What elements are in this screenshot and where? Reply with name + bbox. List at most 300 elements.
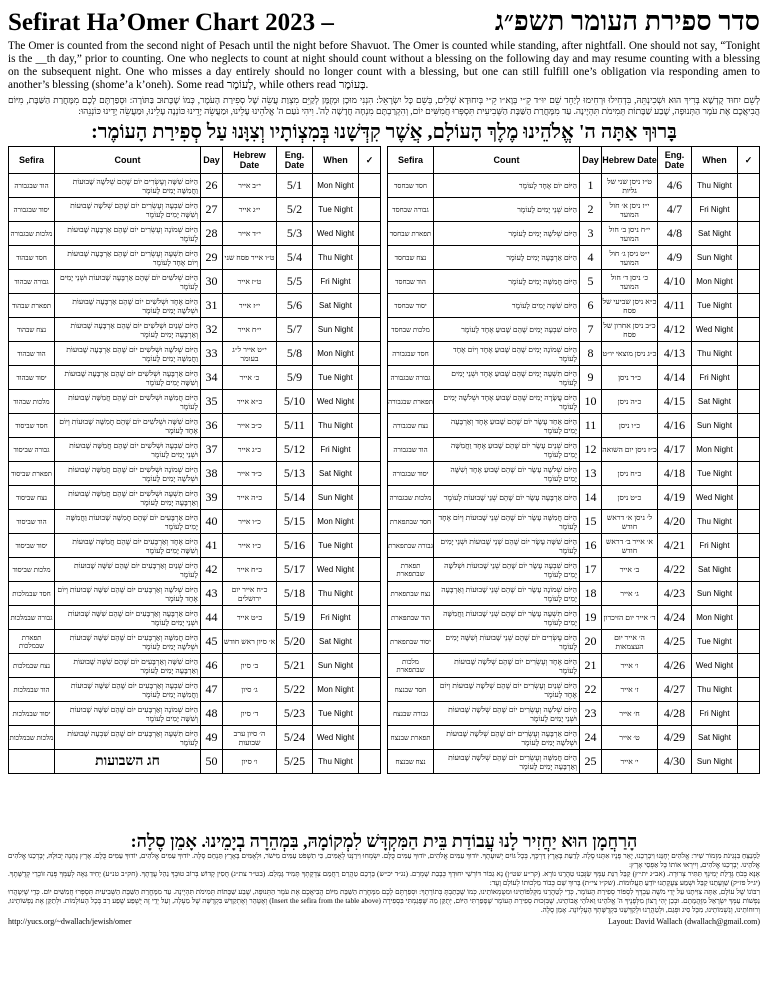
check-box[interactable] [738, 390, 760, 414]
check-box[interactable] [738, 510, 760, 534]
count-cell: הַיּוֹם תִּשְׁעָה וּשְׁלֹשִׁים יוֹם שֶׁהֵם חֲמִשָּׁה שָׁבוּעוֹת וְאַרְבָּעָה יָמִים לָעוֹמֶר [55, 486, 201, 510]
table-row [9, 390, 381, 414]
count-cell: הַיּוֹם חֲמִשָּׁה עָשָׂר יוֹם שֶׁהֵם שְׁנֵי שָׁבוּעוֹת וְיוֹם אֶחָד לָעוֹמֶר [434, 510, 580, 534]
sefira-cell: נצח שבגבורה [388, 414, 434, 438]
when-cell: Fri Night [692, 702, 738, 726]
day-cell: 12 [580, 438, 602, 462]
when-cell: Wed Night [692, 318, 738, 342]
sefira-cell: תפארת שבחסד [388, 222, 434, 246]
table-row [9, 198, 381, 222]
check-box[interactable] [359, 318, 381, 342]
eng-date-cell: 5/17 [277, 558, 313, 582]
table-row [9, 534, 381, 558]
check-box[interactable] [738, 318, 760, 342]
table-row [9, 342, 381, 366]
count-cell: הַיּוֹם תִּשְׁעָה וְעֶשְׂרִים יוֹם שֶׁהֵם אַרְבָּעָה שָׁבוּעוֹת וְיוֹם אֶחָד לָעוֹמֶר [55, 246, 201, 270]
eng-date-cell: 4/15 [658, 390, 692, 414]
sefira-cell: הוד שבמלכות [9, 678, 55, 702]
hebrew-date-cell: כ״א אייר [223, 390, 277, 414]
eng-date-cell: 4/20 [658, 510, 692, 534]
check-box[interactable] [738, 582, 760, 606]
check-box[interactable] [359, 510, 381, 534]
count-cell: הַיּוֹם אֶחָד וְאַרְבָּעִים יוֹם שֶׁהֵם חֲמִשָּׁה שָׁבוּעוֹת וְשִׁשָּׁה יָמִים לָעוֹמֶר [55, 534, 201, 558]
hebrew-date-cell: ט״ו אייר פסח שני [223, 246, 277, 270]
table-row [388, 654, 760, 678]
day-cell: 47 [201, 678, 223, 702]
hebrew-date-cell: כ״ה ניסן [602, 390, 658, 414]
day-cell: 19 [580, 606, 602, 630]
sefira-cell: תפארת שבגבורה [388, 390, 434, 414]
table-row [388, 318, 760, 342]
header-day: Day [580, 147, 602, 174]
sefira-cell: חסד שבחסד [388, 174, 434, 198]
hebrew-date-cell: ה׳ סיון ערב שבועות [223, 726, 277, 750]
check-box[interactable] [738, 750, 760, 774]
table-row [9, 174, 381, 198]
check-box[interactable] [359, 342, 381, 366]
sefira-cell: חסד שבגבורה [388, 342, 434, 366]
table-row [388, 246, 760, 270]
sefira-cell: הוד שבהוד [9, 342, 55, 366]
day-cell: 32 [201, 318, 223, 342]
table-row [388, 606, 760, 630]
sefira-cell: נצח שביסוד [9, 486, 55, 510]
count-cell: הַיּוֹם שִׁבְעָה וְעֶשְׂרִים יוֹם שֶׁהֵם שְׁלֹשָׁה שָׁבוּעוֹת וְשִׁשָּׁה יָמִים לָעוֹמֶר [55, 198, 201, 222]
when-cell: Thu Night [313, 246, 359, 270]
hebrew-date-cell: ל׳ ניסן א׳ דראש חודש [602, 510, 658, 534]
eng-date-cell: 5/20 [277, 630, 313, 654]
check-box[interactable] [359, 198, 381, 222]
when-cell: Fri Night [692, 366, 738, 390]
sefira-cell: מלכות שבמלכות [9, 726, 55, 750]
when-cell: Tue Night [313, 366, 359, 390]
when-cell: Wed Night [313, 390, 359, 414]
table-row [388, 414, 760, 438]
footer-url[interactable]: http://yucs.org/~dwallach/jewish/omer [8, 917, 132, 926]
header-check: ✓ [738, 147, 760, 174]
sefira-cell: מלכות שבהוד [9, 390, 55, 414]
count-cell: הַיּוֹם אַרְבָּעִים יוֹם שֶׁהֵם חֲמִשָּׁה שָׁבוּעוֹת וַחֲמִשָּׁה יָמִים לָעוֹמֶר [55, 510, 201, 534]
hebrew-date-cell: כ״ט ניסן [602, 486, 658, 510]
check-box[interactable] [738, 606, 760, 630]
when-cell: Sat Night [692, 558, 738, 582]
sefira-cell: הוד שבחסד [388, 270, 434, 294]
when-cell: Sun Night [692, 750, 738, 774]
count-cell: הַיּוֹם שְׁמוֹנָה וּשְׁלֹשִׁים יוֹם שֶׁהֵם חֲמִשָּׁה שָׁבוּעוֹת וּשְׁלֹשָׁה יָמִים לָעוֹמֶר [55, 462, 201, 486]
table-row [388, 390, 760, 414]
check-box[interactable] [738, 270, 760, 294]
check-box[interactable] [738, 462, 760, 486]
day-cell: 49 [201, 726, 223, 750]
table-row [388, 702, 760, 726]
hebrew-date-cell: כ״ג ניסן מוצאי יו״ט [602, 342, 658, 366]
day-cell: 41 [201, 534, 223, 558]
sefira-cell: הוד שביסוד [9, 510, 55, 534]
check-box[interactable] [738, 366, 760, 390]
sefira-cell: חסד שבנצח [388, 678, 434, 702]
when-cell: Wed Night [692, 654, 738, 678]
ribono-shel-olam-text: רִבּוֹנוֹ שֶׁל עוֹלָם, אַתָּה צִוִּיתָנוּ עַל יְדֵי מֹשֶׁה עַבְדֶּךָ לִסְפּוֹר סְפִירַת הָעוֹמֶר, כְּדֵי לְטַהֲרֵנוּ מִקְּלִפּוֹתֵינוּ וּמִטֻּמְאוֹתֵינוּ, כְּמוֹ שֶׁכָּתַבְתָּ בְּתוֹרָתֶךָ: וּסְפַרְתֶּם לָכֶם מִמָּחֳרַת הַשַּׁבָּת מִיּוֹם הֲבִיאֲכֶם אֶת עֹמֶר הַתְּנוּפָה, שֶׁבַע שַׁבָּתוֹת תְּמִימֹת תִּהְיֶינָה. עַד מִמָּחֳרַת הַשַּׁבָּת הַשְּׁבִיעִית תִּסְפְּרוּ חֲמִשִּׁים יוֹם. כְּדֵי שֶׁיִּטָּהֲרוּ נַפְשׁוֹת עַמְּךָ יִשְׂרָאֵל מִזֻּהֲמָתָם. וּבְכֵן יְהִי רָצוֹן מִלְּפָנֶיךָ ה' אֱלֹהֵינוּ וֵאלֹהֵי אֲבוֹתֵינוּ, שֶׁבִּזְכוּת סְפִירַת הָעוֹמֶר שֶׁסָּפַרְתִּי הַיּוֹם, יְתֻקַּן מַה שֶּׁפָּגַמְתִּי בִּסְפִירָה (Insert the sefira from the table above) וְאֶטָּהֵר וְאֶתְקַדֵּשׁ בִּקְדֻשָּׁה שֶׁל מַעְלָה, וְעַל יְדֵי זֶה יֻשְׁפַּע שֶׁפַע רַב בְּכָל הָעוֹלָמוֹת. וּלְתַקֵּן אֶת נַפְשׁוֹתֵינוּ, וְרוּחוֹתֵינוּ, וְנִשְׁמוֹתֵינוּ, מִכָּל סִיג וּפְגַם, וּלְטַהֲרֵנוּ וּלְקַדְּשֵׁנוּ בִּקְדֻשָּׁתְךָ הָעֶלְיוֹנָה. אָמֵן סֶלָה. [8, 888, 760, 914]
table-row [388, 678, 760, 702]
eng-date-cell: 4/29 [658, 726, 692, 750]
eng-date-cell: 4/10 [658, 270, 692, 294]
eng-date-cell: 5/3 [277, 222, 313, 246]
sefira-cell: גבורה שבהוד [9, 270, 55, 294]
when-cell: Wed Night [313, 558, 359, 582]
eng-date-cell: 4/26 [658, 654, 692, 678]
check-box[interactable] [738, 702, 760, 726]
day-cell: 16 [580, 534, 602, 558]
sefira-cell [9, 750, 55, 774]
day-cell: 28 [201, 222, 223, 246]
when-cell: Thu Night [692, 174, 738, 198]
check-box[interactable] [359, 630, 381, 654]
check-box[interactable] [738, 654, 760, 678]
day-cell: 29 [201, 246, 223, 270]
check-box[interactable] [738, 630, 760, 654]
when-cell: Sun Night [692, 414, 738, 438]
eng-date-cell: 5/23 [277, 702, 313, 726]
table-row [9, 438, 381, 462]
sefira-cell: הוד שבגבורה [388, 438, 434, 462]
when-cell: Thu Night [313, 750, 359, 774]
count-cell: הַיּוֹם עֲשָׂרָה יָמִים שֶׁהֵם שָׁבוּעַ אֶחָד וּשְׁלֹשָׁה יָמִים לָעוֹמֶר [434, 390, 580, 414]
table-row [388, 534, 760, 558]
eng-date-cell: 5/19 [277, 606, 313, 630]
eng-date-cell: 4/8 [658, 222, 692, 246]
count-cell: הַיּוֹם שִׁשָּׁה עָשָׂר יוֹם שֶׁהֵם שְׁנֵי שָׁבוּעוֹת וּשְׁנֵי יָמִים לָעוֹמֶר [434, 534, 580, 558]
hebrew-date-cell: כ״ז אייר [223, 534, 277, 558]
day-cell: 34 [201, 366, 223, 390]
closing-section [8, 826, 760, 926]
when-cell: Thu Night [313, 414, 359, 438]
day-cell: 27 [201, 198, 223, 222]
eng-date-cell: 5/21 [277, 654, 313, 678]
when-cell: Fri Night [313, 270, 359, 294]
when-cell: Sat Night [692, 390, 738, 414]
sefira-cell: יסוד שבגבורה [9, 198, 55, 222]
sefira-cell: תפארת שבנצח [388, 726, 434, 750]
when-cell: Thu Night [692, 510, 738, 534]
sefira-cell: נצח שבמלכות [9, 654, 55, 678]
check-box[interactable] [359, 174, 381, 198]
when-cell: Tue Night [692, 294, 738, 318]
title-hebrew: סדר ספירת העומר תשפ״ג [494, 6, 760, 36]
hebrew-date-cell: כ״ח אייר [223, 558, 277, 582]
check-box[interactable] [359, 558, 381, 582]
count-cell: הַיּוֹם אַרְבָּעָה וְאַרְבָּעִים יוֹם שֶׁהֵם שִׁשָּׁה שָׁבוּעוֹת וּשְׁנֵי יָמִים לָעוֹמֶר [55, 606, 201, 630]
count-cell: הַיּוֹם שְׁלֹשָׁה יָמִים לָעוֹמֶר [434, 222, 580, 246]
check-box[interactable] [359, 414, 381, 438]
when-cell: Wed Night [313, 726, 359, 750]
eng-date-cell: 5/12 [277, 438, 313, 462]
hebrew-date-cell: כ״ב ניסן אחרון של פסח [602, 318, 658, 342]
count-cell: חג השבועות [55, 750, 201, 774]
sefira-cell: יסוד שביסוד [9, 534, 55, 558]
eng-date-cell: 4/19 [658, 486, 692, 510]
day-cell: 30 [201, 270, 223, 294]
check-box[interactable] [738, 678, 760, 702]
when-cell: Thu Night [313, 582, 359, 606]
day-cell: 26 [201, 174, 223, 198]
count-cell: הַיּוֹם שִׁבְעָה יָמִים שֶׁהֵם שָׁבוּעַ אֶחָד לָעוֹמֶר [434, 318, 580, 342]
day-cell: 11 [580, 414, 602, 438]
check-box[interactable] [359, 390, 381, 414]
check-box[interactable] [359, 582, 381, 606]
day-cell: 20 [580, 630, 602, 654]
hebrew-date-cell: י״ג אייר [223, 198, 277, 222]
count-cell: הַיּוֹם שִׁבְעָה וְאַרְבָּעִים יוֹם שֶׁהֵם שִׁשָּׁה שָׁבוּעוֹת וַחֲמִשָּׁה יָמִים לָעוֹמֶר [55, 678, 201, 702]
eng-date-cell: 5/13 [277, 462, 313, 486]
ana-bekoach-text: אָנָּא בְּכֹחַ גְּדֻלַּת יְמִינְךָ תַּתִּיר צְרוּרָה. (אב״ג ית״ץ) קַבֵּל רִנַּת עַמְּךָ שַׂגְּבֵנוּ טַהֲרֵנוּ נוֹרָא. (קר״ע שט״ן) נָא גִבּוֹר דּוֹרְשֵׁי יִחוּדְךָ כְּבָבַת שָׁמְרֵם. (נג״ד יכ״ש) בָּרְכֵם טַהֲרֵם רַחֲמֵם צִדְקָתְךָ תָּמִיד גָּמְלֵם. (בט״ר צת״ג) חֲסִין קָדוֹשׁ בְּרוֹב טוּבְךָ נַהֵל עֲדָתֶךָ. (חק״ב טנ״ע) יָחִיד גֵּאֶה לְעַמְּךָ פְּנֵה זוֹכְרֵי קְדֻשָּׁתֶךָ. (יג״ל פז״ק) שַׁוְעָתֵנוּ קַבֵּל וּשְׁמַע צַעֲקָתֵנוּ יוֹדֵעַ תַּעֲלוּמוֹת. (שק״ו צי״ת) בָּרוּךְ שֵׁם כְּבוֹד מַלְכוּתוֹ לְעוֹלָם וָעֶד: [8, 870, 760, 887]
eng-date-cell: 5/24 [277, 726, 313, 750]
check-box[interactable] [359, 654, 381, 678]
check-box[interactable] [359, 678, 381, 702]
hebrew-date-cell: כ״ד ניסן [602, 366, 658, 390]
eng-date-cell: 4/17 [658, 438, 692, 462]
hebrew-date-cell: ב׳ סיון [223, 654, 277, 678]
when-cell: Sun Night [313, 486, 359, 510]
sefira-cell: תפארת שבתפארת [388, 558, 434, 582]
hebrew-date-cell: כ״ו אייר [223, 510, 277, 534]
when-cell: Mon Night [313, 174, 359, 198]
eng-date-cell: 4/9 [658, 246, 692, 270]
day-cell: 14 [580, 486, 602, 510]
hebrew-date-cell: א׳ סיון ראש חודש [223, 630, 277, 654]
check-box[interactable] [359, 270, 381, 294]
when-cell: Fri Night [692, 198, 738, 222]
table-row [388, 342, 760, 366]
check-box[interactable] [359, 750, 381, 774]
table-row [9, 222, 381, 246]
day-cell: 48 [201, 702, 223, 726]
eng-date-cell: 4/24 [658, 606, 692, 630]
table-row [9, 678, 381, 702]
check-box[interactable] [738, 486, 760, 510]
when-cell: Sun Night [692, 246, 738, 270]
sefira-cell: גבורה שבמלכות [9, 606, 55, 630]
when-cell: Sat Night [692, 726, 738, 750]
table-row [388, 294, 760, 318]
hebrew-date-cell: כ״א ניסן שביעי של פסח [602, 294, 658, 318]
count-cell: הַיּוֹם שְׁמוֹנָה וְעֶשְׂרִים יוֹם שֶׁהֵם אַרְבָּעָה שָׁבוּעוֹת לָעוֹמֶר [55, 222, 201, 246]
sefira-cell: יסוד שבחסד [388, 294, 434, 318]
title-english: Sefirat Ha’Omer Chart 2023 – [8, 9, 334, 36]
hebrew-date-cell: כ״ח ניסן [602, 462, 658, 486]
eng-date-cell: 4/11 [658, 294, 692, 318]
sefira-cell: מלכות שביסוד [9, 558, 55, 582]
count-cell: הַיּוֹם אֶחָד וּשְׁלֹשִׁים יוֹם שֶׁהֵם אַרְבָּעָה שָׁבוּעוֹת וּשְׁלֹשָׁה יָמִים לָעוֹמֶר [55, 294, 201, 318]
hebrew-date-cell: ד׳ אייר יום הזיכרון [602, 606, 658, 630]
hebrew-date-cell: כ׳ ניסן ד׳ חול המועד [602, 270, 658, 294]
sefira-cell: יסוד שבמלכות [9, 702, 55, 726]
check-box[interactable] [738, 222, 760, 246]
count-cell: הַיּוֹם שִׁבְעָה וּשְׁלֹשִׁים יוֹם שֶׁהֵם חֲמִשָּׁה שָׁבוּעוֹת וּשְׁנֵי יָמִים לָעוֹמֶר [55, 438, 201, 462]
eng-date-cell: 4/30 [658, 750, 692, 774]
hebrew-date-cell: ו׳ סיון [223, 750, 277, 774]
sefira-cell: גבורה שבחסד [388, 198, 434, 222]
sefira-cell: חסד שבמלכות [9, 582, 55, 606]
when-cell: Sun Night [692, 582, 738, 606]
day-cell: 50 [201, 750, 223, 774]
day-cell: 46 [201, 654, 223, 678]
check-box[interactable] [738, 174, 760, 198]
hebrew-date-cell: ב׳ אייר [602, 558, 658, 582]
day-cell: 43 [201, 582, 223, 606]
blessing-line: בָּרוּךְ אַתָּה ה' אֱלֹהֵינוּ מֶלֶךְ הָעוֹלָם, אֲשֶׁר קִדְּשָׁנוּ בְּמִצְוֹתָיו וְצִוָּנוּ עַל סְפִירַת הָעוֹמֶר: [91, 121, 677, 143]
when-cell: Mon Night [692, 606, 738, 630]
eng-date-cell: 5/18 [277, 582, 313, 606]
check-box[interactable] [359, 462, 381, 486]
day-cell: 22 [580, 678, 602, 702]
hebrew-date-cell: ה׳ אייר יום העצמאות [602, 630, 658, 654]
count-cell: הַיּוֹם שְׁנֵים עָשָׂר יוֹם שֶׁהֵם שָׁבוּעַ אֶחָד וַחֲמִשָּׁה יָמִים לָעוֹמֶר [434, 438, 580, 462]
count-cell: הַיּוֹם שְׁנַיִם וְאַרְבָּעִים יוֹם שֶׁהֵם שִׁשָּׁה שָׁבוּעוֹת לָעוֹמֶר [55, 558, 201, 582]
when-cell: Sun Night [313, 318, 359, 342]
header-day: Day [201, 147, 223, 174]
when-cell: Sat Night [313, 462, 359, 486]
check-box[interactable] [359, 222, 381, 246]
check-box[interactable] [359, 366, 381, 390]
sefira-cell: מלכות שבתפארת [388, 654, 434, 678]
count-cell: הַיּוֹם אֶחָד וְעֶשְׂרִים יוֹם שֶׁהֵם שְׁלֹשָׁה שָׁבוּעוֹת לָעוֹמֶר [434, 654, 580, 678]
check-box[interactable] [738, 342, 760, 366]
header-when: When [692, 147, 738, 174]
table-row [9, 654, 381, 678]
when-cell: Sat Night [692, 222, 738, 246]
table-row [388, 558, 760, 582]
eng-date-cell: 5/8 [277, 342, 313, 366]
table-row [388, 270, 760, 294]
hebrew-date-cell: י״ז אייר [223, 294, 277, 318]
when-cell: Tue Night [692, 462, 738, 486]
hebrew-date-cell: כ״ג אייר [223, 438, 277, 462]
count-cell: הַיּוֹם שְׁלֹשָׁה וּשְׁלֹשִׁים יוֹם שֶׁהֵם אַרְבָּעָה שָׁבוּעוֹת וַחֲמִשָּׁה יָמִים לָעוֹמֶר [55, 342, 201, 366]
check-box[interactable] [738, 294, 760, 318]
leshem-yichud-paragraph: לְשֵׁם יִחוּד קֻדְשָׁא בְּרִיךְ הוּא וּשְׁכִינְתֵּהּ, בִּדְחִילוּ וּרְחִימוּ לְיַחֵד שֵׁם יוּ״ד קֵ״י בְּוָא״ו קֵ״י בְּיִחוּדָא שְׁלִים, בְּשֵׁם כָּל יִשְׂרָאֵל: הִנְנִי מוּכָן וּמְזֻמָּן לְקַיֵּם מִצְוַת עֲשֵׂה שֶׁל סְפִירַת הָעֹמֶר, כְּמוֹ שֶׁכָּתוּב בַּתּוֹרָה: וּסְפַרְתֶּם לָכֶם מִמָּחֳרַת הַשַּׁבָּת, מִיּוֹם הֲבִיאֲכֶם אֶת עֹמֶר הַתְּנוּפָה, שֶׁבַע שַׁבָּתוֹת תְּמִימֹת תִּהְיֶינָה. עַד מִמָּחֳרַת הַשַּׁבָּת הַשְּׁבִיעִית תִּסְפְּרוּ חֲמִשִּׁים יוֹם, וְהִקְרַבְתֶּם מִנְחָה חֲדָשָׁה לַה'. וִיהִי נֹעַם ה' אֱלֹהֵינוּ עָלֵינוּ, וּמַעֲשֵׂה יָדֵינוּ כּוֹנְנָה עָלֵינוּ, וּמַעֲשֵׂה יָדֵינוּ כּוֹנְנֵהוּ: [8, 95, 760, 116]
check-box[interactable] [738, 558, 760, 582]
day-cell: 23 [580, 702, 602, 726]
eng-date-cell: 5/9 [277, 366, 313, 390]
when-cell: Sat Night [313, 294, 359, 318]
count-cell: הַיּוֹם שְׁמוֹנָה יָמִים שֶׁהֵם שָׁבוּעַ אֶחָד וְיוֹם אֶחָד לָעוֹמֶר [434, 342, 580, 366]
when-cell: Mon Night [692, 270, 738, 294]
sefira-cell: גבורה שבגבורה [388, 366, 434, 390]
header-count: Count [434, 147, 580, 174]
harachaman-line: הָרַחֲמָן הוּא יַחֲזִיר לָנוּ עֲבוֹדַת בֵּית הַמִּקְדָּשׁ לִמְקוֹמָהּ, בִּמְהֵרָה בְיָמֵינוּ. אָמֵן סֶלָה: [130, 831, 638, 851]
count-cell: הַיּוֹם חֲמִשָּׁה וְעֶשְׂרִים יוֹם שֶׁהֵם שְׁלֹשָׁה שָׁבוּעוֹת וְאַרְבָּעָה יָמִים לָעוֹמֶר [434, 750, 580, 774]
day-cell: 42 [201, 558, 223, 582]
hebrew-date-cell: ג׳ סיון [223, 678, 277, 702]
count-cell: הַיּוֹם תִּשְׁעָה וְאַרְבָּעִים יוֹם שֶׁהֵם שִׁבְעָה שָׁבוּעוֹת לָעוֹמֶר [55, 726, 201, 750]
when-cell: Tue Night [313, 702, 359, 726]
day-cell: 15 [580, 510, 602, 534]
check-box[interactable] [738, 198, 760, 222]
table-row [9, 726, 381, 750]
count-cell: הַיּוֹם שְׁנַיִם וּשְׁלֹשִׁים יוֹם שֶׁהֵם אַרְבָּעָה שָׁבוּעוֹת וְאַרְבָּעָה יָמִים לָעוֹמֶר [55, 318, 201, 342]
check-box[interactable] [738, 438, 760, 462]
header-count: Count [55, 147, 201, 174]
check-box[interactable] [359, 438, 381, 462]
check-box[interactable] [738, 414, 760, 438]
day-cell: 37 [201, 438, 223, 462]
check-box[interactable] [359, 606, 381, 630]
page-title [8, 6, 760, 38]
count-cell: הַיּוֹם שִׁשָּׁה וְאַרְבָּעִים יוֹם שֶׁהֵם שִׁשָּׁה שָׁבוּעוֹת וְאַרְבָּעָה יָמִים לָעוֹמֶר [55, 654, 201, 678]
day-cell: 10 [580, 390, 602, 414]
page [8, 6, 760, 774]
hebrew-date-cell: ג׳ אייר [602, 582, 658, 606]
hebrew-date-cell: י״ט ניסן ג׳ חול המועד [602, 246, 658, 270]
eng-date-cell: 5/10 [277, 390, 313, 414]
day-cell: 17 [580, 558, 602, 582]
day-cell: 39 [201, 486, 223, 510]
eng-date-cell: 5/1 [277, 174, 313, 198]
check-box[interactable] [738, 534, 760, 558]
when-cell: Mon Night [692, 438, 738, 462]
table-row [388, 462, 760, 486]
day-cell: 2 [580, 198, 602, 222]
omer-table-right [387, 146, 760, 774]
count-cell: הַיּוֹם תִּשְׁעָה עָשָׂר יוֹם שֶׁהֵם שְׁנֵי שָׁבוּעוֹת וַחֲמִשָּׁה יָמִים לָעוֹמֶר [434, 606, 580, 630]
hebrew-date-cell: ז׳ אייר [602, 678, 658, 702]
header-check: ✓ [359, 147, 381, 174]
when-cell: Fri Night [692, 534, 738, 558]
eng-date-cell: 5/7 [277, 318, 313, 342]
table-row [9, 486, 381, 510]
day-cell: 6 [580, 294, 602, 318]
sefira-cell: הוד שבגבורה [9, 174, 55, 198]
count-cell: הַיּוֹם חֲמִשָּׁה וּשְׁלֹשִׁים יוֹם שֶׁהֵם חֲמִשָּׁה שָׁבוּעוֹת לָעוֹמֶר [55, 390, 201, 414]
intro-paragraph: The Omer is counted from the second night of Pesach until the night before Shavuot. The Omer is counted while standing, after nightfall. One should not say, “Tonight is the __th day,” prior to counting. One who neglects to count at night should count without a blessing on the following day and may resume counting with a blessing on the subsequent night. One who misses a day entirely should no longer count with a blessing, but one can still fulfill one’s obligation via responding amen to another’s blessing (shome’a k’oneh). Some read לָעוֹמֶר, while others read בָּעוֹמֶר. [8, 40, 760, 91]
check-box[interactable] [738, 246, 760, 270]
count-cell: הַיּוֹם שְׁלֹשָׁה וְעֶשְׂרִים יוֹם שֶׁהֵם שְׁלֹשָׁה שָׁבוּעוֹת וּשְׁנֵי יָמִים לָעוֹמֶר [434, 702, 580, 726]
check-box[interactable] [738, 726, 760, 750]
eng-date-cell: 5/4 [277, 246, 313, 270]
sefira-cell: תפארת שבהוד [9, 294, 55, 318]
eng-date-cell: 4/12 [658, 318, 692, 342]
sefira-cell: מלכות שבחסד [388, 318, 434, 342]
check-box[interactable] [359, 534, 381, 558]
day-cell: 45 [201, 630, 223, 654]
eng-date-cell: 5/22 [277, 678, 313, 702]
eng-date-cell: 5/2 [277, 198, 313, 222]
hebrew-date-cell: י״ט אייר ל״ג בעומר [223, 342, 277, 366]
sefira-cell: חסד שבתפארת [388, 510, 434, 534]
hebrew-date-cell: י״ח ניסן ב׳ חול המועד [602, 222, 658, 246]
eng-date-cell: 4/22 [658, 558, 692, 582]
check-box[interactable] [359, 486, 381, 510]
hebrew-date-cell: ט״ז ניסן שני של גליות [602, 174, 658, 198]
when-cell: Mon Night [313, 342, 359, 366]
table-row [388, 366, 760, 390]
sefira-cell: נצח שבתפארת [388, 582, 434, 606]
header-eng-date: Eng. Date [277, 147, 313, 174]
sefira-cell: גבורה שבנצח [388, 702, 434, 726]
table-row [388, 174, 760, 198]
check-box[interactable] [359, 246, 381, 270]
day-cell: 25 [580, 750, 602, 774]
check-box[interactable] [359, 702, 381, 726]
check-box[interactable] [359, 726, 381, 750]
count-cell: הַיּוֹם שִׁשָּׁה וְעֶשְׂרִים יוֹם שֶׁהֵם שְׁלֹשָׁה שָׁבוּעוֹת וַחֲמִשָּׁה יָמִים לָעוֹמֶר [55, 174, 201, 198]
eng-date-cell: 4/18 [658, 462, 692, 486]
check-box[interactable] [359, 294, 381, 318]
table-header-row [388, 147, 760, 174]
day-cell: 1 [580, 174, 602, 198]
eng-date-cell: 5/6 [277, 294, 313, 318]
table-row [388, 486, 760, 510]
